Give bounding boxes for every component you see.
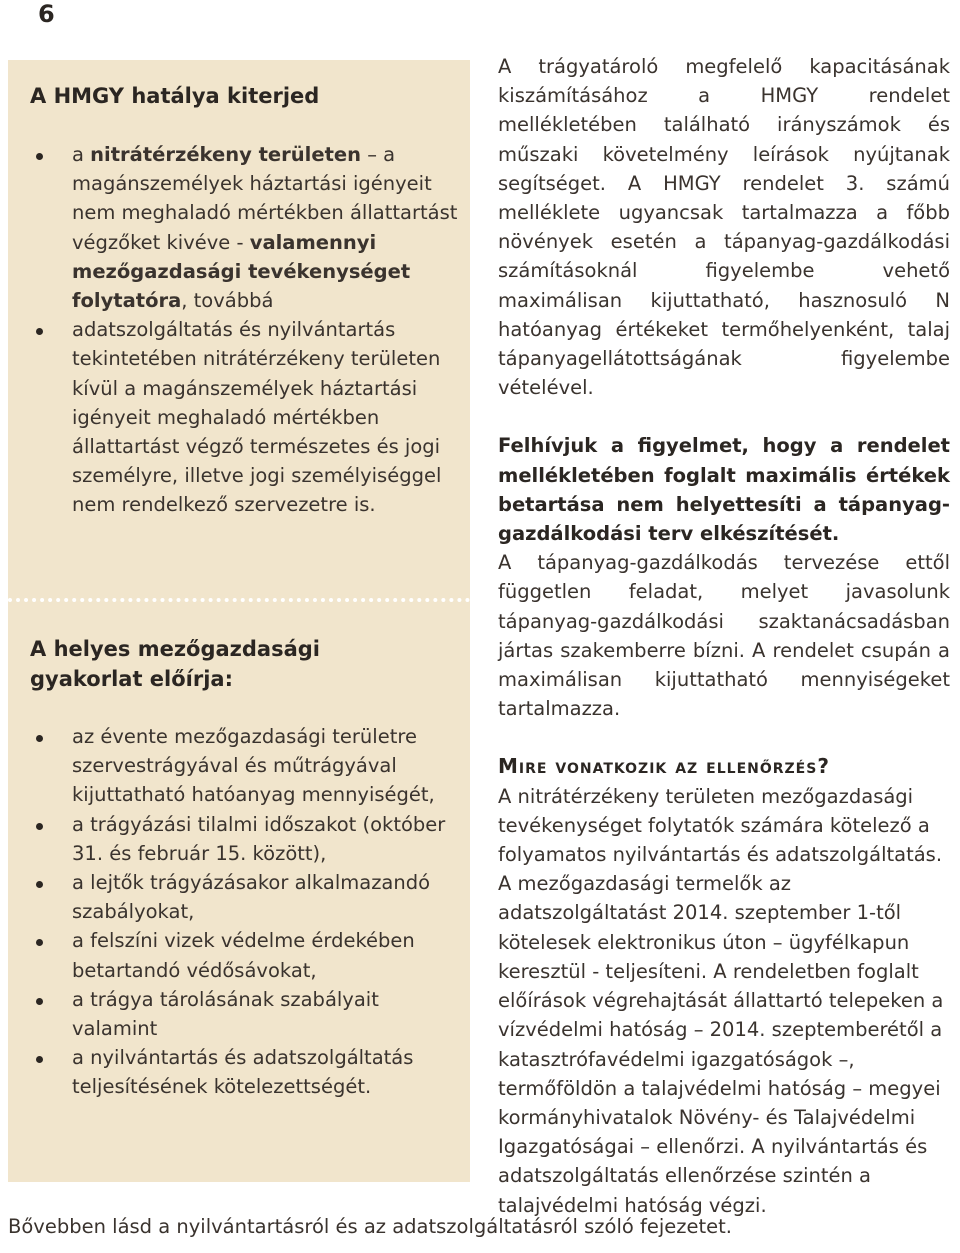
practice-heading (30, 634, 320, 694)
list-item: a lejtők trágyázásakor alkalmazandó szabályokat, (30, 868, 460, 926)
practice-heading-line: A helyes mezőgazdasági (30, 637, 321, 661)
section-title: Mire vonatkozik az ellenőrzés? (498, 754, 830, 779)
list-item: a trágya tárolásának szabályait valamint (30, 985, 460, 1043)
practice-heading-line: gyakorlat előírja: (30, 667, 233, 691)
scope-heading: A HMGY hatálya kiterjed (30, 84, 320, 108)
list-item: a felszíni vizek védelme érdekében betartandó védősávokat, (30, 926, 460, 984)
emphasis-paragraph: Felhívjuk a figyelmet, hogy a rendelet mellékletében foglalt maximális értékek betartása nem helyettesíti a tápanyag-gazdálkodási terv elkészítését. (498, 434, 950, 546)
paragraph: A trágyatároló megfelelő kapacitásának kiszámításához a HMGY rendelet mellékletében található irányszámok és műszaki követelmény leírások nyújtanak segítséget. A HMGY rendelet 3. számú melléklete ugyancsak tartalmazza a főbb növények esetén a tápanyag-gazdálkodási számításoknál figyelembe vehető maximálisan kijuttatható, hasznosuló N hatóanyag értékeket termőhelyenként, talaj tápanyagellátottságának figyelembe vételével. (498, 55, 950, 400)
scope-list (30, 140, 460, 520)
list-item: a nyilvántartás és adatszolgáltatás teljesítésének kötelezettségét. (30, 1043, 460, 1101)
list-item: adatszolgáltatás és nyilvántartás tekintetében nitrátérzékeny területen kívül a magánszemélyek háztartási igényeit meghaladó mértékben állattartást végző természetes és jogi személyre, illetve jogi személyiséggel nem rendelkező szervezetre is. (30, 315, 460, 519)
list-item-bold: valamennyi mezőgazdasági tevékenységet folytatóra (72, 230, 411, 313)
list-item (30, 140, 460, 315)
footer-note: Bővebben lásd a nyilvántartásról és az adatszolgáltatásról szóló fejezetet. (8, 1215, 732, 1238)
list-item-text: a (72, 143, 91, 166)
list-item-text: – a magánszemélyek háztartási igényeit nem meghaladó mértékben állattartást végzőket kivéve - (72, 143, 458, 254)
page-number: 6 (38, 0, 55, 28)
right-column (498, 52, 950, 1220)
list-item: a trágyázási tilalmi időszakot (október 31. és február 15. között), (30, 810, 460, 868)
dotted-separator (8, 598, 470, 602)
paragraph: A tápanyag-gazdálkodás tervezése ettől független feladat, melyet javasolunk tápanyag-gazdálkodási szaktanácsadásban jártas szakemberre bízni. A rendelet csupán a maximálisan kijuttatható mennyiségeket tartalmazza. (498, 551, 950, 721)
list-item-text: , továbbá (181, 289, 274, 313)
paragraph: A nitrátérzékeny területen mezőgazdasági tevékenységet folytatók számára kötelező a folyamatos nyilvántartás és adatszolgáltatás. A mezőgazdasági termelők az adatszolgáltatást 2014. szeptember 1-től kötelesek elektronikus úton – ügyfélkapun keresztül - teljesíteni. A rendeletben foglalt előírások végrehajtását állattartó telepeken a vízvédelmi hatóság – 2014. szeptemberétől a katasztrófavédelmi igazgatóságok –, termőföldön a talajvédelmi hatóság – megyei kormányhivatalok Növény- és Talajvédelmi Igazgatóságai – ellenőrzi. A nyilvántartás és adatszolgáltatás ellenőrzése szintén a talajvédelmi hatóság végzi. (498, 784, 944, 1217)
list-item: az évente mezőgazdasági területre szervestrágyával és műtrágyával kijuttatható hatóanyag mennyiségét, (30, 722, 460, 810)
practice-list (30, 722, 460, 1102)
list-item-bold: nitrátérzékeny területen (90, 143, 361, 166)
